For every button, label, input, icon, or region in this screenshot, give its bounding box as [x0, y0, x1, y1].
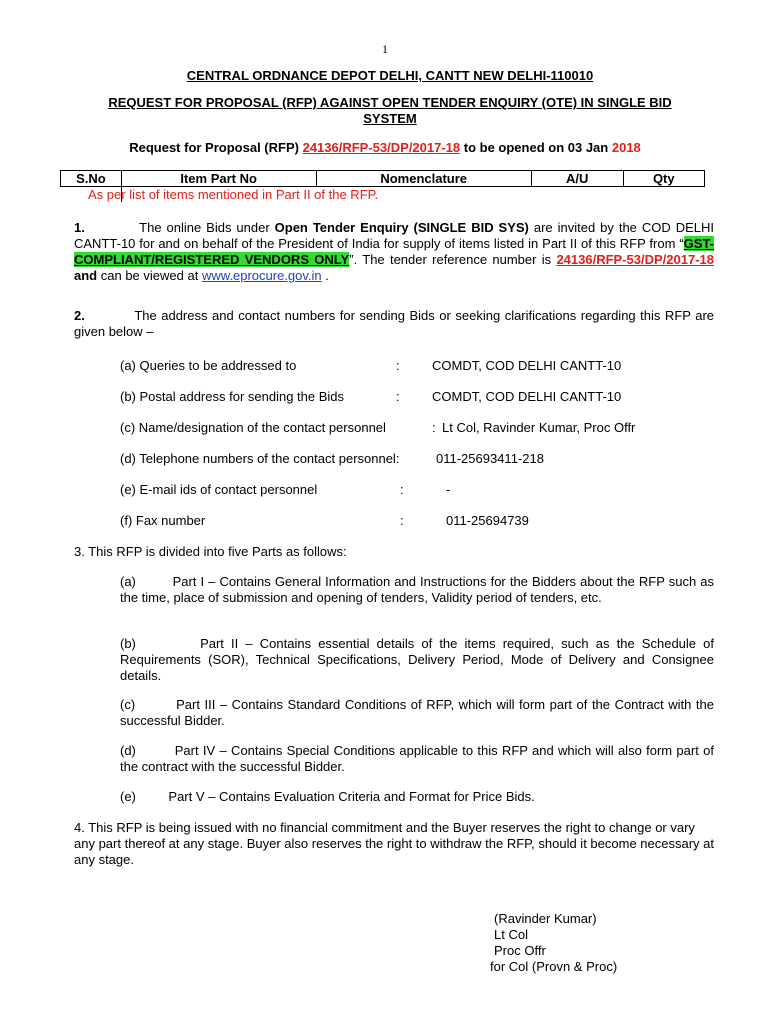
para1-reference: 24136/RFP-53/DP/2017-18: [556, 252, 714, 267]
para1-ote: Open Tender Enquiry (SINGLE BID SYS): [274, 220, 529, 235]
col-nomenclature: Nomenclature: [316, 171, 531, 187]
office-heading: CENTRAL ORDNANCE DEPOT DELHI, CANTT NEW DELHI-110010: [186, 68, 594, 83]
paragraph-4: 4. This RFP is being issued with no financial commitment and the Buyer reserves the right to change or vary any part thereof at any stage. Buyer also reserves the right to withdraw the RFP, should it become necessary at any stage.: [74, 820, 714, 867]
contact-f-label: (f) Fax number: [120, 513, 206, 528]
paragraph-1: 1. The online Bids under Open Tender Enquiry (SINGLE BID SYS) are invited by the COD DELHI CANTT-10 for and on behalf of the President of India for supply of items listed in Part II of this RFP from “GST-COMPLIANT/REGISTERED VENDORS ONLY”. The tender reference number is 24136/RFP-53/DP/2017-18 and can be viewed at www.eprocure.gov.in .: [74, 220, 714, 283]
table-row: [61, 187, 705, 203]
signatory-on-behalf: for Col (Provn & Proc): [490, 959, 618, 974]
contact-c-sep: :: [432, 420, 436, 435]
contact-b-label: (b) Postal address for sending the Bids: [120, 389, 345, 404]
signatory-appointment: Proc Offr: [494, 943, 546, 958]
contact-e-value: -: [446, 482, 451, 497]
rfp-year: 2018: [611, 140, 641, 155]
contact-a-value: COMDT, COD DELHI CANTT-10: [432, 358, 622, 373]
eprocure-link[interactable]: www.eprocure.gov.in: [201, 268, 322, 283]
col-sno: S.No: [61, 171, 122, 187]
rfp-heading: REQUEST FOR PROPOSAL (RFP) AGAINST OPEN TENDER ENQUIRY (OTE) IN SINGLE BID SYSTEM: [108, 95, 672, 126]
contact-b-sep: :: [396, 389, 400, 404]
items-table: [60, 170, 705, 202]
col-qty: Qty: [623, 171, 704, 187]
table-header-row: [61, 171, 705, 187]
contact-e-sep: :: [400, 482, 404, 497]
contact-a-sep: :: [396, 358, 400, 373]
part-e: (e) Part V – Contains Evaluation Criteria and Format for Price Bids.: [120, 789, 535, 804]
rfp-prefix: Request for Proposal (RFP): [129, 140, 299, 155]
para3-intro: 3. This RFP is divided into five Parts as follows:: [74, 544, 347, 559]
contact-a-label: (a) Queries to be addressed to: [120, 358, 297, 373]
table-note: As per list of items mentioned in Part II of the RFP.: [0, 187, 525, 203]
para2-number: 2.: [74, 308, 85, 323]
rfp-reference: 24136/RFP-53/DP/2017-18: [302, 140, 461, 155]
gst-highlight: GST-COMPLIANT/REGISTERED VENDORS ONLY: [74, 236, 714, 267]
contact-d-label: (d) Telephone numbers of the contact personnel:: [120, 451, 400, 466]
col-item-part-no: Item Part No: [121, 171, 316, 187]
rfp-line: [0, 140, 770, 155]
signatory-rank: Lt Col: [494, 927, 528, 942]
contact-c-value: Lt Col, Ravinder Kumar, Proc Offr: [442, 420, 636, 435]
contact-c-label: (c) Name/designation of the contact personnel: [120, 420, 386, 435]
paragraph-2: 2. The address and contact numbers for sending Bids or seeking clarifications regarding this RFP are given below –: [74, 308, 714, 339]
part-d: (d) Part IV – Contains Special Conditions applicable to this RFP and which will also form part of the contract with the successful Bidder.: [120, 743, 714, 774]
contact-d-value: 011-25693411-218: [436, 451, 544, 466]
contact-f-sep: :: [400, 513, 404, 528]
col-au: A/U: [531, 171, 623, 187]
part-c: (c) Part III – Contains Standard Conditions of RFP, which will form part of the Contract with the successful Bidder.: [120, 697, 714, 728]
contact-e-label: (e) E-mail ids of contact personnel: [120, 482, 318, 497]
page-number: 1: [382, 42, 388, 56]
para1-number: 1.: [74, 220, 85, 235]
part-a: (a) Part I – Contains General Information and Instructions for the Bidders about the RFP such as the time, place of submission and opening of tenders, Validity period of tenders, etc.: [120, 574, 714, 605]
contact-f-value: 011-25694739: [446, 513, 529, 528]
part-b: (b) Part II – Contains essential details of the items required, such as the Schedule of Requirements (SOR), Technical Specifications, Delivery Period, Mode of Delivery and Consignee details.: [120, 636, 714, 683]
signatory-name: (Ravinder Kumar): [494, 911, 597, 926]
contact-b-value: COMDT, COD DELHI CANTT-10: [432, 389, 622, 404]
rfp-open-date: to be opened on 03 Jan: [463, 140, 609, 155]
